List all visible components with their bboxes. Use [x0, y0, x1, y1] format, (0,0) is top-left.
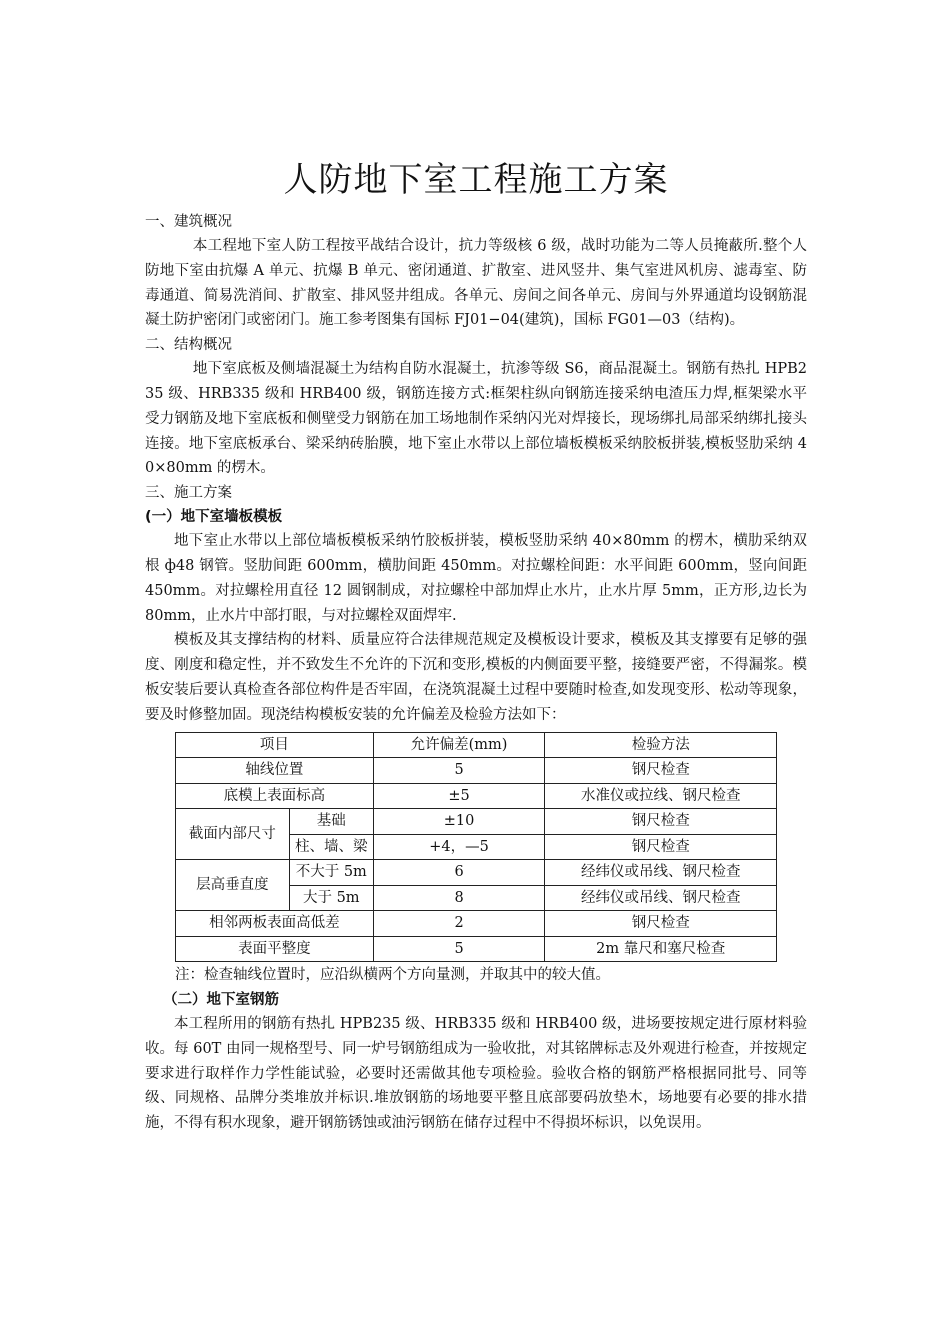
table-row	[176, 783, 777, 809]
page-title: 人防地下室工程施工方案	[283, 160, 669, 200]
table-header-cell: 允许偏差(mm)	[373, 732, 545, 758]
subheading-wall-formwork: (一）地下室墙板模板	[145, 509, 283, 526]
table-cell: 水准仪或拉线、钢尺检查	[545, 783, 777, 809]
paragraph-formwork-requirements: 模板及其支撑结构的材料、质量应符合法律规范规定及模板设计要求，模板及其支撑要有足够的强度、刚度和稳定性，并不致发生不允许的下沉和变形,模板的内侧面要平整，接缝要严密，不得漏浆。模板安装后要认真检查各部位构件是否牢固，在浇筑混凝土过程中要随时检查,如发现变形、松动等现象，要及时修整加固。现浇结构模板安装的允许偏差及检验方法如下：	[145, 632, 807, 723]
document-page	[145, 150, 807, 1136]
section-heading-structure: 二、结构概况	[145, 337, 232, 354]
table-cell: 钢尺检查	[545, 758, 777, 784]
table-cell: 5	[373, 758, 545, 784]
table-cell: 大于 5m	[289, 885, 373, 911]
table-cell: ±10	[373, 809, 545, 835]
table-cell: 柱、墙、梁	[289, 834, 373, 860]
table-cell: 2	[373, 911, 545, 937]
table-cell: 钢尺检查	[545, 809, 777, 835]
table-group-cell: 层高垂直度	[176, 860, 290, 911]
table-row	[176, 809, 777, 835]
table-cell: 钢尺检查	[545, 911, 777, 937]
table-header-cell: 检验方法	[545, 732, 777, 758]
table-row	[176, 911, 777, 937]
table-row	[176, 860, 777, 886]
table-note: 注：检查轴线位置时，应沿纵横两个方向量测，并取其中的较大值。	[175, 967, 610, 984]
table-cell: +4，—5	[373, 834, 545, 860]
subheading-rebar: （二）地下室钢筋	[163, 992, 279, 1009]
table-cell: 底模上表面标高	[176, 783, 374, 809]
table-cell: 表面平整度	[176, 936, 374, 962]
table-header-cell: 项目	[176, 732, 374, 758]
table-row	[176, 758, 777, 784]
table-row	[176, 936, 777, 962]
table-cell: 轴线位置	[176, 758, 374, 784]
paragraph-structure-overview: 地下室底板及侧墙混凝土为结构自防水混凝土，抗渗等级 S6，商品混凝土。钢筋有热扎 HPB235 级、HRB335 级和 HRB400 级，钢筋连接方式:框架柱纵向钢筋连接采纳电渣压力焊,框架梁水平受力钢筋及地下室底板和侧壁受力钢筋在加工场地制作采纳闪光对焊接长，现场绑扎局部采纳绑扎接头连接。地下室底板承台、梁采纳砖胎膜，地下室止水带以上部位墙板模板采纳胶板拼装,模板竖肋采纳 40×80mm 的楞木。	[145, 361, 807, 477]
tolerance-table	[175, 732, 777, 963]
table-cell: 经纬仪或吊线、钢尺检查	[545, 885, 777, 911]
table-cell: 8	[373, 885, 545, 911]
table-group-cell: 截面内部尺寸	[176, 809, 290, 860]
table-header-row	[176, 732, 777, 758]
paragraph-building-overview: 本工程地下室人防工程按平战结合设计，抗力等级核 6 级，战时功能为二等人员掩蔽所.整个人防地下室由抗爆 A 单元、抗爆 B 单元、密闭通道、扩散室、进风竖井、集气室进风机房、滤毒室、防毒通道、简易洗消间、扩散室、排风竖井组成。各单元、房间之间各单元、房间与外界通道均设钢筋混凝土防护密闭门或密闭门。施工参考图集有国标 FJ01−04(建筑)，国标 FG01—03（结构)。	[145, 238, 807, 329]
table-cell: 不大于 5m	[289, 860, 373, 886]
table-cell: 钢尺检查	[545, 834, 777, 860]
table-cell: 2m 靠尺和塞尺检查	[545, 936, 777, 962]
paragraph-rebar: 本工程所用的钢筋有热扎 HPB235 级、HRB335 级和 HRB400 级，进场要按规定进行原材料验收。每 60T 由同一规格型号、同一炉号钢筋组成为一验收批，对其铭牌标志及外观进行检查，并按规定要求进行取样作力学性能试验，必要时还需做其他专项检验。验收合格的钢筋严格根据同批号、同等级、同规格、品牌分类堆放并标识.堆放钢筋的场地要平整且底部要码放垫木，场地要有必要的排水措施，不得有积水现象，避开钢筋锈蚀或油污钢筋在储存过程中不得损坏标识，以免误用。	[145, 1016, 807, 1132]
section-heading-construction: 三、施工方案	[145, 485, 232, 502]
table-cell: 5	[373, 936, 545, 962]
table-cell: ±5	[373, 783, 545, 809]
table-cell: 基础	[289, 809, 373, 835]
table-cell: 经纬仪或吊线、钢尺检查	[545, 860, 777, 886]
section-heading-building: 一、建筑概况	[145, 214, 232, 230]
table-cell: 6	[373, 860, 545, 886]
paragraph-formwork-spec: 地下室止水带以上部位墙板模板采纳竹胶板拼装，模板竖肋采纳 40×80mm 的楞木，横肋采纳双根 ф48 钢管。竖肋间距 600mm，横肋间距 450mm。对拉螺栓间距：水平间距 600mm，竖向间距 450mm。对拉螺栓用直径 12 圆钢制成，对拉螺栓中部加焊止水片，止水片厚 5mm，正方形,边长为 80mm，止水片中部打眼，与对拉螺栓双面焊牢.	[145, 533, 807, 624]
table-cell: 相邻两板表面高低差	[176, 911, 374, 937]
